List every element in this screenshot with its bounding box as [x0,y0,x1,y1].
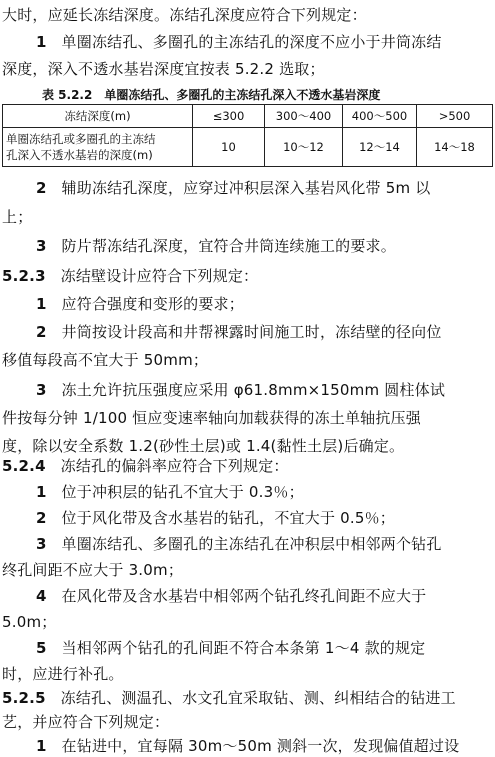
row-label-cell [3,128,193,167]
section-5-2-5 [2,688,456,708]
clause-text: 应符合强度和变形的要求； [61,295,244,313]
clause-5-2-4-5-cont: 时，应进行补孔。 [2,665,124,683]
clause-number: 4 [36,587,47,605]
clause-3 [36,236,396,256]
clause-1-cont: 深度，深入不透水基岩深度宜按表 5.2.2 选取； [2,60,325,78]
value-cell: 14～18 [417,128,493,167]
section-number: 5.2.4 [2,457,46,475]
clause-2-cont: 上； [2,208,33,226]
clause-5-2-4-3-cont: 终孔间距不应大于 3.0m； [2,561,184,579]
clause-5-2-3-3-cont: 件按每分钟 1/100 恒应变速率轴向加载获得的冻土单轴抗压强 [2,409,421,427]
header-cell: >500 [417,105,493,128]
data-table [2,104,493,167]
clause-text: 单圈冻结孔、多圈孔的主冻结孔的深度不应小于井筒冻结 [61,33,442,51]
value-cell: 10 [193,128,265,167]
clause-5-2-4-4 [36,586,426,606]
table-caption: 表 5.2.2 单圈冻结孔、多圈孔的主冻结孔深入不透水基岩深度 [42,88,381,102]
clause-number: 3 [36,381,47,399]
section-title: 冻结壁设计应符合下列规定： [60,267,259,285]
clause-number: 1 [36,483,47,501]
paragraph: 大时，应延长冻结深度。冻结孔深度应符合下列规定： [2,6,367,24]
row-label-line: 孔深入不透水基岩的深度(m) [6,148,153,162]
header-cell: 冻结深度(m) [3,105,193,128]
clause-5-2-4-5 [36,638,425,658]
header-cell: 400～500 [343,105,417,128]
clause-2 [36,178,430,198]
clause-5-2-3-3-cont: 度，除以安全系数 1.2(砂性土层)或 1.4(黏性土层)后确定。 [2,437,405,455]
section-title: 冻结孔的偏斜率应符合下列规定： [60,457,289,475]
clause-text: 当相邻两个钻孔的孔间距不符合本条第 1～4 款的规定 [61,639,426,657]
clause-text: 防片帮冻结孔深度，宜符合井筒连续施工的要求。 [61,237,396,255]
clause-1 [36,32,442,52]
clause-number: 2 [36,509,47,527]
clause-text: 位于冲积层的钻孔不宜大于 0.3％； [61,483,304,501]
clause-text: 单圈冻结孔、多圈孔的主冻结孔在冲积层中相邻两个钻孔 [61,535,442,553]
clause-text: 井筒按设计段高和井帮裸露时间施工时，冻结壁的径向位 [61,323,442,341]
clause-number: 3 [36,237,47,255]
section-number: 5.2.5 [2,689,46,707]
clause-text: 在风化带及含水基岩中相邻两个钻孔终孔间距不应大于 [61,587,427,605]
section-5-2-3 [2,266,258,286]
row-label-line: 单圈冻结孔或多圈孔的主冻结 [6,132,156,146]
value-cell: 10～12 [265,128,343,167]
clause-text: 位于风化带及含水基岩的钻孔，不宜大于 0.5％； [61,509,395,527]
section-number: 5.2.3 [2,267,46,285]
clause-number: 1 [36,295,47,313]
clause-number: 5 [36,639,47,657]
table-header-row [3,105,493,128]
header-cell: ≤300 [193,105,265,128]
clause-number: 2 [36,179,47,197]
section-5-2-5-cont: 艺，并应符合下列规定： [2,713,170,731]
clause-5-2-5-1 [36,736,459,756]
value-cell: 12～14 [343,128,417,167]
clause-text: 辅助冻结孔深度，应穿过冲积层深入基岩风化带 5m 以 [61,179,431,197]
clause-5-2-4-1 [36,482,304,502]
clause-number: 2 [36,323,47,341]
clause-5-2-3-3 [36,380,445,400]
section-5-2-4 [2,456,289,476]
clause-5-2-3-1 [36,294,244,314]
clause-5-2-4-4-cont: 5.0m； [2,613,57,631]
section-text: 冻结孔、测温孔、水文孔宜采取钻、测、纠相结合的钻进工 [60,689,456,707]
clause-text: 冻土允许抗压强度应采用 φ61.8mm×150mm 圆柱体试 [61,381,446,399]
clause-5-2-4-3 [36,534,442,554]
clause-5-2-3-2-cont: 移值每段高不宜大于 50mm； [2,351,209,369]
clause-text: 在钻进中，宜每隔 30m～50m 测斜一次，发现偏值超过设 [61,737,460,755]
clause-number: 3 [36,535,47,553]
header-cell: 300～400 [265,105,343,128]
table-row [3,128,493,167]
clause-5-2-3-2 [36,322,442,342]
clause-number: 1 [36,33,47,51]
clause-number: 1 [36,737,47,755]
clause-5-2-4-2 [36,508,395,528]
